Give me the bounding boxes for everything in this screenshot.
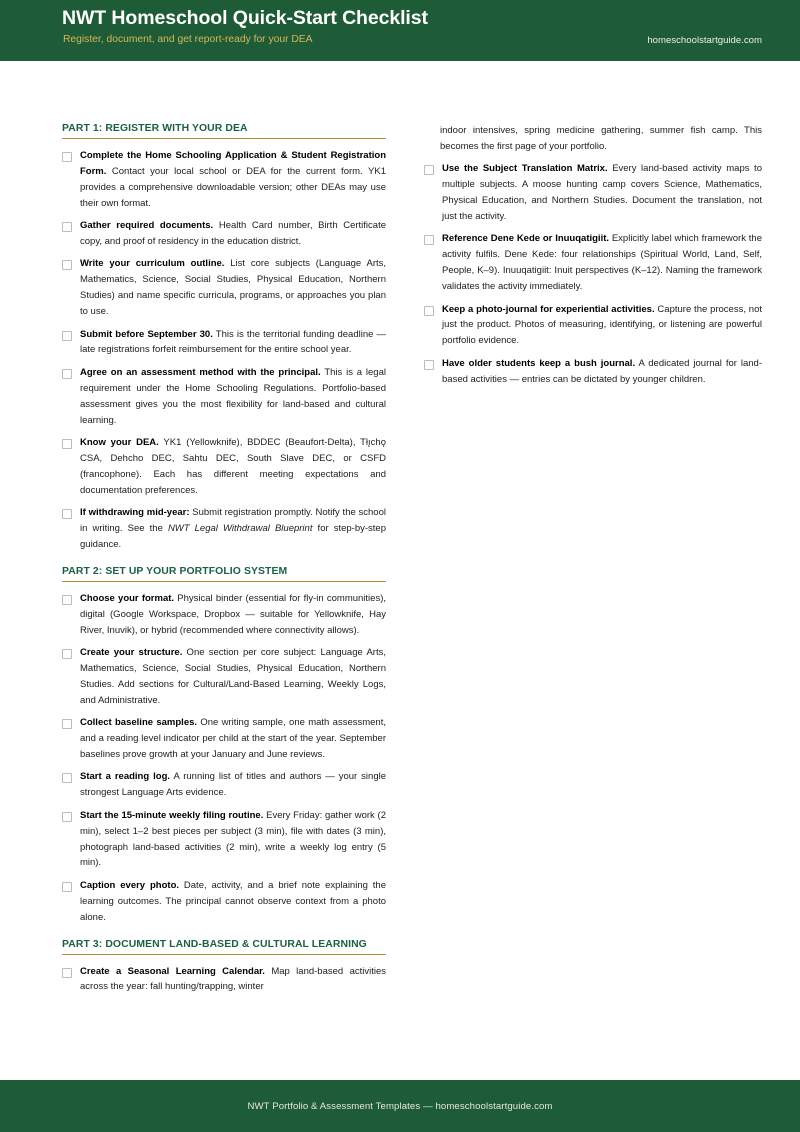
part-3-section (62, 939, 386, 996)
checklist-item-body: Every Friday: gather work (2 min), select 1–2 best pieces per subject (3 min), file with dates (3 min), photograph land-based activities (2 min), write a weekly log entry (5 min). (80, 809, 386, 869)
part-1-section (62, 123, 386, 553)
checklist-item-body: A dedicated journal for land-based activities — entries can be dictated by younger children. (442, 357, 763, 385)
checklist-item-title: Choose your format. (80, 592, 175, 604)
checklist-item-text (80, 645, 386, 709)
checklist-item-title: Start a reading log. (80, 771, 171, 783)
checklist-item-text (80, 327, 386, 359)
part-3-divider (62, 954, 386, 955)
checklist-item-title: Create a Seasonal Learning Calendar. (80, 965, 265, 977)
checklist-item[interactable] (62, 591, 386, 639)
checklist-item-title: Keep a photo-journal for experiential activities. (442, 303, 655, 315)
checklist-item-text (80, 148, 386, 212)
checklist-item-title: If withdrawing mid-year: (80, 507, 190, 519)
part-2-heading: PART 2: SET UP YOUR PORTFOLIO SYSTEM (62, 565, 288, 577)
checklist-item-body: This is a legal requirement under the Home Schooling Regulations. Portfolio-based assessment gives you the most flexibility for land-based and cultural learning. (80, 366, 386, 426)
checklist-item[interactable] (424, 356, 762, 388)
header-site-url: homeschoolstartguide.com (647, 35, 762, 46)
checklist-item-body: YK1 (Yellowknife), BDDEC (Beaufort-Delta), Tłı̨chǫ CSA, Dehcho DEC, Sahtu DEC, South Slave DEC, or CSFD (francophone). Each has different meeting expectations and documentation preferences. (80, 437, 386, 496)
checklist-item-body: Explicitly label which framework the activity fulfils. Dene Kede: four relationships (Spiritual World, Land, Self, People, K–9). Inuuqatigiit: Inuit perspectives (K–12). Naming the framework validates the activity immediately. (442, 233, 762, 293)
checklist-item-body: Every land-based activity maps to multiple subjects. A moose hunting camp covers Science, Mathematics, Physical Education, and Northern Studies. Document the translation, not just the activity. (442, 163, 762, 223)
checklist-item[interactable] (62, 505, 386, 553)
checklist-item-text (442, 356, 762, 388)
page-footer (0, 1080, 800, 1132)
part-1-divider (62, 138, 386, 139)
checklist-item-title: Reference Dene Kede or Inuuqatigiit. (442, 233, 610, 245)
checklist-item-title: Have older students keep a bush journal. (442, 357, 636, 369)
checklist-item[interactable] (62, 715, 386, 763)
checklist-item-body: Capture the process, not just the product. Photos of measuring, identifying, or listening are powerful portfolio evidence. (442, 303, 763, 347)
checklist-item[interactable] (62, 435, 386, 499)
checklist-item-reference: NWT Legal Withdrawal Blueprint (167, 523, 313, 535)
checklist-item-title: Agree on an assessment method with the principal. (80, 366, 321, 378)
checklist-item-body: Date, activity, and a brief note explaining the learning outcomes. The principal cannot observe context from a photo alone. (80, 879, 386, 923)
page-title: NWT Homeschool Quick-Start Checklist (62, 7, 428, 29)
checkbox-icon[interactable] (424, 360, 434, 370)
checklist-item[interactable] (62, 148, 386, 212)
checkbox-icon[interactable] (62, 509, 72, 519)
checklist-item[interactable] (424, 231, 762, 295)
checkbox-icon[interactable] (62, 260, 72, 270)
checklist-item-body: Physical binder (essential for fly-in communities), digital (Google Workspace, Dropbox — suitable for Yellowknife, Hay River, Inuvik), or hybrid (recommended where connectivity allows). (80, 592, 387, 636)
checklist-item-text (80, 505, 386, 553)
checkbox-icon[interactable] (62, 222, 72, 232)
checklist-item-body: This is the territorial funding deadline — late registrations forfeit reimbursement for the entire school year. (80, 328, 386, 356)
checklist-item-text (442, 161, 762, 225)
checkbox-icon[interactable] (62, 649, 72, 659)
checklist-item-title: Submit before September 30. (80, 328, 213, 340)
checklist-item-body: Map land-based activities across the year: fall hunting/trapping, winter (80, 965, 386, 993)
checklist-item-text (80, 715, 386, 763)
checklist-item-body: Contact your local school or DEA for the current form. YK1 provides a comprehensive downloadable version; other DEAs may use their own format. (80, 165, 386, 209)
header-inner (0, 0, 800, 61)
checkbox-icon[interactable] (424, 306, 434, 316)
checklist-item-text (80, 218, 386, 250)
checklist-item-body: A running list of titles and authors — your single strongest Language Arts evidence. (80, 771, 387, 799)
checklist-item-title: Start the 15-minute weekly filing routine. (80, 809, 264, 821)
checklist-item-title: Caption every photo. (80, 879, 180, 891)
checklist-item[interactable] (424, 161, 762, 225)
part-1-heading: PART 1: REGISTER WITH YOUR DEA (62, 123, 248, 134)
part-2-section (62, 566, 386, 926)
checklist-item-body: Health Card number, Birth Certificate copy, and proof of residency in the education district. (80, 220, 386, 248)
checklist-item[interactable] (424, 302, 762, 350)
checklist-item[interactable] (62, 808, 386, 872)
checklist-item-text (80, 365, 386, 429)
checkbox-icon[interactable] (62, 882, 72, 892)
checklist-item-text (80, 808, 386, 872)
checklist-item-title: Write your curriculum outline. (80, 258, 225, 270)
checklist-item-text (80, 769, 386, 801)
checkbox-icon[interactable] (62, 968, 72, 978)
checklist-item-tail: for step-by-step guidance. (80, 523, 386, 550)
checklist-item-title: Know your DEA. (80, 437, 159, 448)
checklist-item-title: Complete the Home Schooling Application & Student Registration Form. (80, 150, 386, 177)
checkbox-icon[interactable] (62, 812, 72, 822)
checklist-item-title: Collect baseline samples. (80, 717, 198, 729)
checklist-item-body: One section per core subject: Language Arts, Mathematics, Science, Social Studies, Physical Education, Northern Studies. Add sections for Cultural/Land-Based Learning, Weekly Logs, and Administrative. (80, 647, 386, 706)
checkbox-icon[interactable] (62, 369, 72, 379)
document-body (0, 61, 800, 1080)
checklist-item-text (80, 435, 386, 499)
checklist-item-text (80, 964, 386, 996)
checklist-item[interactable] (62, 645, 386, 709)
checklist-item-text (80, 591, 386, 639)
checklist-item[interactable] (62, 256, 386, 320)
checklist-item[interactable] (62, 365, 386, 429)
part-3-continuation-text: indoor intensives, spring medicine gathering, summer fish camp. This becomes the first page of your portfolio. (440, 125, 762, 152)
part-3-heading: PART 3: DOCUMENT LAND-BASED & CULTURAL LEARNING (62, 938, 367, 950)
page-header (0, 0, 800, 61)
checklist-item-body: One writing sample, one math assessment, and a reading level indicator per child at the start of the year. September baselines prove growth at your January and June reviews. (80, 717, 386, 760)
part-2-divider (62, 581, 386, 582)
checklist-item-text (80, 256, 386, 320)
checklist-item-title: Use the Subject Translation Matrix. (442, 163, 608, 175)
checklist-item[interactable] (62, 878, 386, 926)
checklist-item-body: Submit registration promptly. Notify the school in writing. See the (80, 507, 386, 535)
checklist-item-text (442, 302, 762, 350)
footer-text: NWT Portfolio & Assessment Templates — homeschoolstartguide.com (247, 1100, 553, 1112)
two-column-layout (62, 123, 762, 1006)
right-column (424, 123, 762, 1006)
page-subtitle: Register, document, and get report-ready for your DEA (63, 34, 313, 45)
checkbox-icon[interactable] (424, 165, 434, 175)
checkbox-icon[interactable] (62, 439, 72, 449)
checkbox-icon[interactable] (424, 235, 434, 245)
checkbox-icon[interactable] (62, 719, 72, 729)
checklist-item[interactable] (62, 327, 386, 359)
checkbox-icon[interactable] (62, 152, 72, 162)
checklist-item[interactable] (62, 218, 386, 250)
checklist-item[interactable] (62, 964, 386, 996)
checklist-item-title: Gather required documents. (80, 220, 214, 232)
checkbox-icon[interactable] (62, 595, 72, 605)
checklist-item[interactable] (62, 769, 386, 801)
checklist-item-body: List core subjects (Language Arts, Mathematics, Science, Social Studies, Physical Education, Northern Studies) and name specific curricula, programs, or approaches you plan to use. (80, 258, 387, 318)
checklist-item-text (442, 231, 762, 295)
checklist-item-text (80, 878, 386, 926)
checkbox-icon[interactable] (62, 331, 72, 341)
checklist-item-title: Create your structure. (80, 647, 183, 659)
left-column (62, 123, 386, 1006)
checkbox-icon[interactable] (62, 773, 72, 783)
